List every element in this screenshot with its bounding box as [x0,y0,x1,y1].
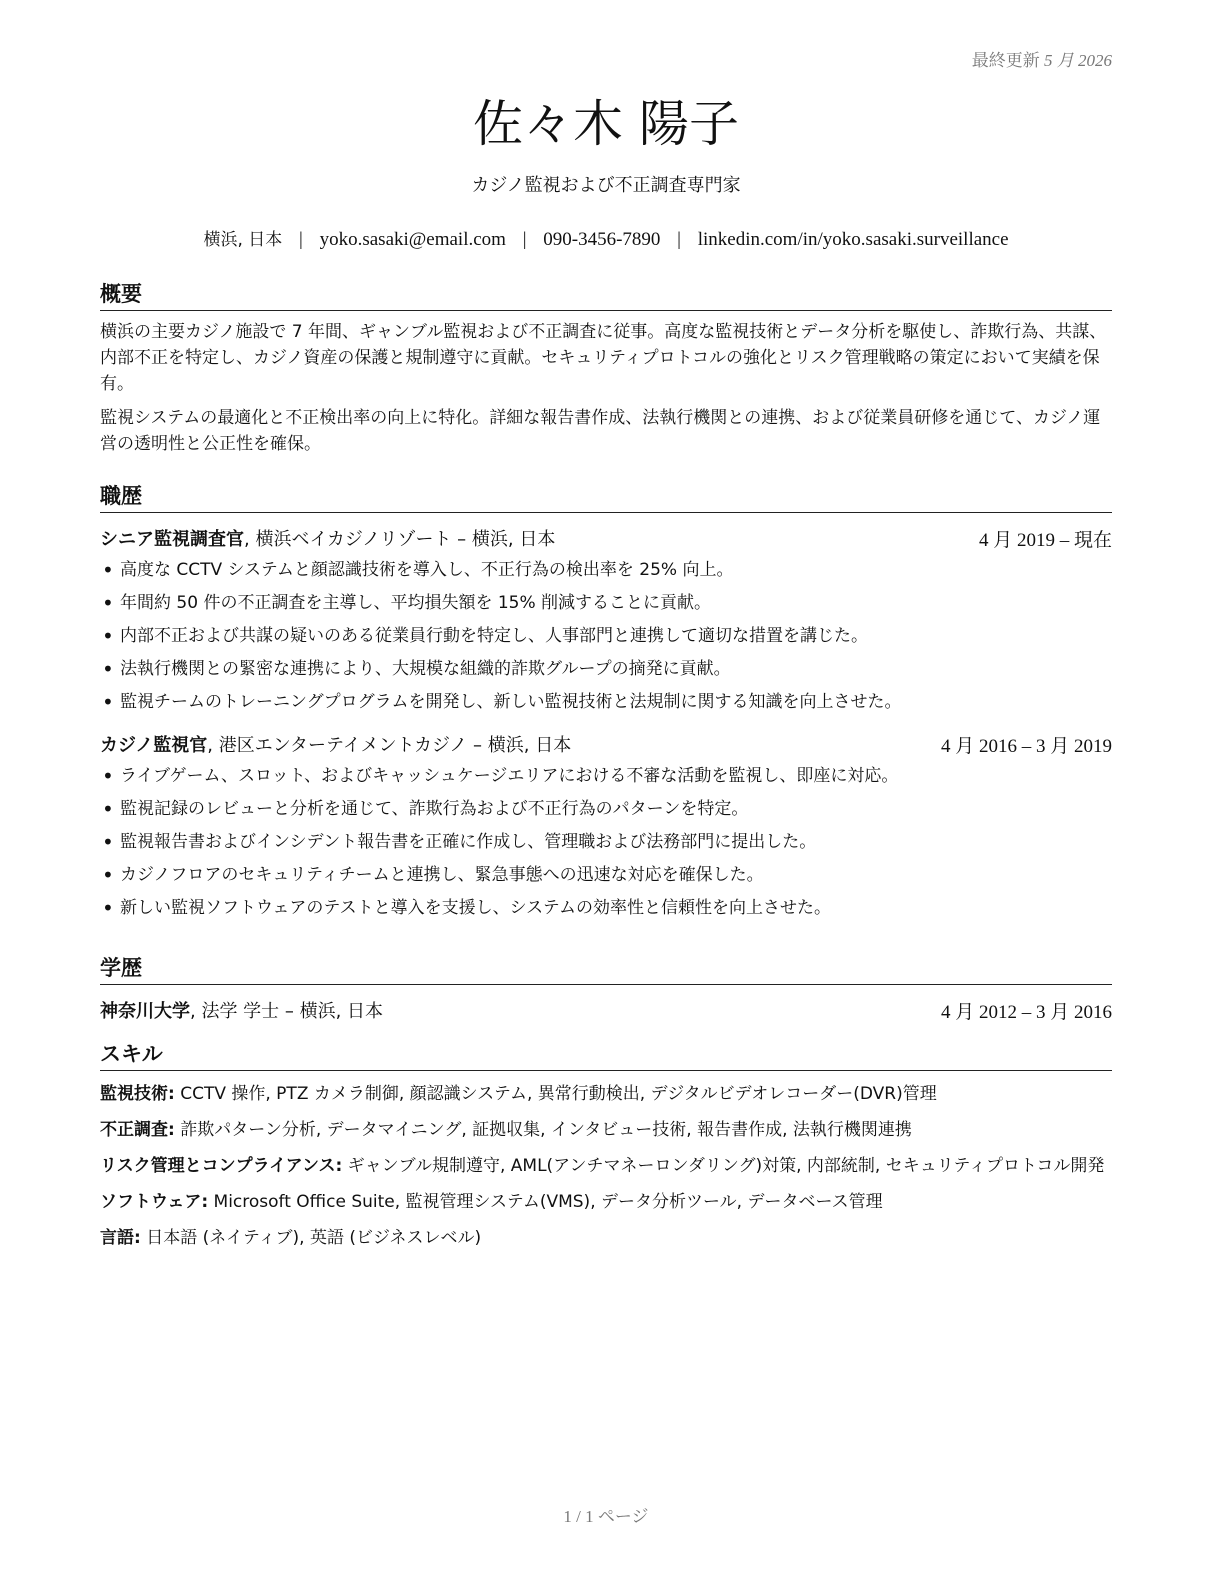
job-entry [100,731,1112,925]
skill-item [100,1189,1112,1215]
summary-heading: 概要 [100,278,1112,311]
contact-separator: | [522,229,527,250]
job-role: シニア監視調査官 [100,529,244,550]
contact-linkedin[interactable]: linkedin.com/in/yoko.sasaki.surveillance [697,229,1009,250]
job-bullet: • 法執行機関との緊密な連携により、大規模な組織的詐欺グループの摘発に貢献。 [100,653,1112,686]
skill-label: ソフトウェア: [100,1192,209,1212]
summary-paragraph: 横浜の主要カジノ施設で 7 年間、ギャンブル監視および不正調査に従事。高度な監視技術とデータ分析を駆使し、詐欺行為、共謀、内部不正を特定し、カジノ資産の保護と規制遵守に貢献。セキュリティプロトコルの強化とリスク管理戦略の策定において実績を保有。 [100,322,1107,394]
last-updated-date: 5 月 2026 [1044,51,1112,70]
job-role: カジノ監視官 [100,735,208,756]
skill-label: 言語: [100,1228,141,1248]
education-entry [100,997,1112,1024]
job-bullet: • 高度な CCTV システムと顔認識技術を導入し、不正行為の検出率を 25% 向上。 [100,554,1112,587]
job-bullet: • 内部不正および共謀の疑いのある従業員行動を特定し、人事部門と連携して適切な措置を講じた。 [100,620,1112,653]
skill-item [100,1225,1112,1251]
skills-section [100,1038,1112,1251]
job-bullet: • カジノフロアのセキュリティチームと連携し、緊急事態への迅速な対応を確保した。 [100,859,1112,892]
job-bullet: • 年間約 50 件の不正調査を主導し、平均損失額を 15% 削減することに貢献。 [100,587,1112,620]
skill-label: 不正調査: [100,1120,175,1140]
education-heading: 学歴 [100,952,1112,985]
skill-item [100,1153,1112,1179]
summary-section [100,278,1112,457]
job-bullet: • ライブゲーム、スロット、およびキャッシュケージエリアにおける不審な活動を監視し、即座に対応。 [100,760,1112,793]
last-updated [972,46,1112,71]
skill-text: CCTV 操作, PTZ カメラ制御, 顔認識システム, 異常行動検出, デジタルビデオレコーダー(DVR)管理 [174,1084,937,1104]
job-date: 4 月 2019 – 現在 [978,530,1112,551]
skills-heading: スキル [100,1038,1112,1071]
education-section [100,952,1112,1024]
job-title-line [100,731,571,758]
job-header [100,525,1112,552]
contact-location: 横浜, 日本 [203,230,283,250]
job-header [100,731,1112,758]
education-school: 神奈川大学 [100,1001,190,1022]
contact-line [100,225,1112,251]
experience-heading: 職歴 [100,480,1112,513]
job-title-line [100,525,555,552]
job-bullet: • 監視記録のレビューと分析を通じて、詐欺行為および不正行為のパターンを特定。 [100,793,1112,826]
job-organization: , 横浜ベイカジノリゾート – 横浜, 日本 [244,529,556,550]
page-number-footer: 1 / 1 ページ [563,1507,649,1526]
skill-label: リスク管理とコンプライアンス: [100,1156,343,1176]
job-organization: , 港区エンターテイメントカジノ – 横浜, 日本 [207,735,572,756]
skill-text: 詐欺パターン分析, データマイニング, 証拠収集, インタビュー技術, 報告書作成, 法執行機関連携 [174,1120,912,1140]
summary-paragraph: 監視システムの最適化と不正検出率の向上に特化。詳細な報告書作成、法執行機関との連携、および従業員研修を通じて、カジノ運営の透明性と公正性を確保。 [100,408,1101,454]
candidate-name: 佐々木 陽子 [473,95,739,153]
skill-item [100,1081,1112,1107]
job-bullet: • 監視チームのトレーニングプログラムを開発し、新しい監視技術と法規制に関する知識を向上させた。 [100,686,1112,719]
education-detail: , 法学 学士 – 横浜, 日本 [190,1001,384,1022]
contact-separator: | [677,229,681,250]
job-bullets [100,554,1112,719]
contact-separator: | [299,229,303,250]
education-date: 4 月 2012 – 3 月 2016 [940,1002,1112,1023]
skill-item [100,1117,1112,1143]
contact-phone: 090-3456-7890 [543,229,661,250]
job-entry [100,525,1112,719]
contact-email[interactable]: yoko.sasaki@email.com [319,229,506,250]
experience-section [100,480,1112,925]
job-bullets [100,760,1112,925]
candidate-headline: カジノ監視および不正調査専門家 [471,175,741,196]
last-updated-label: 最終更新 [971,51,1040,70]
skill-text: 日本語 (ネイティブ), 英語 (ビジネスレベル) [140,1228,482,1248]
skill-label: 監視技術: [100,1084,175,1104]
skill-text: ギャンブル規制遵守, AML(アンチマネーロンダリング)対策, 内部統制, セキュリティプロトコル開発 [342,1156,1105,1176]
job-bullet: • 監視報告書およびインシデント報告書を正確に作成し、管理職および法務部門に提出した。 [100,826,1112,859]
job-bullet: • 新しい監視ソフトウェアのテストと導入を支援し、システムの効率性と信頼性を向上させた。 [100,892,1112,925]
job-date: 4 月 2016 – 3 月 2019 [940,736,1112,757]
skill-text: Microsoft Office Suite, 監視管理システム(VMS), データ分析ツール, データベース管理 [208,1192,883,1212]
education-title-line [100,997,383,1024]
